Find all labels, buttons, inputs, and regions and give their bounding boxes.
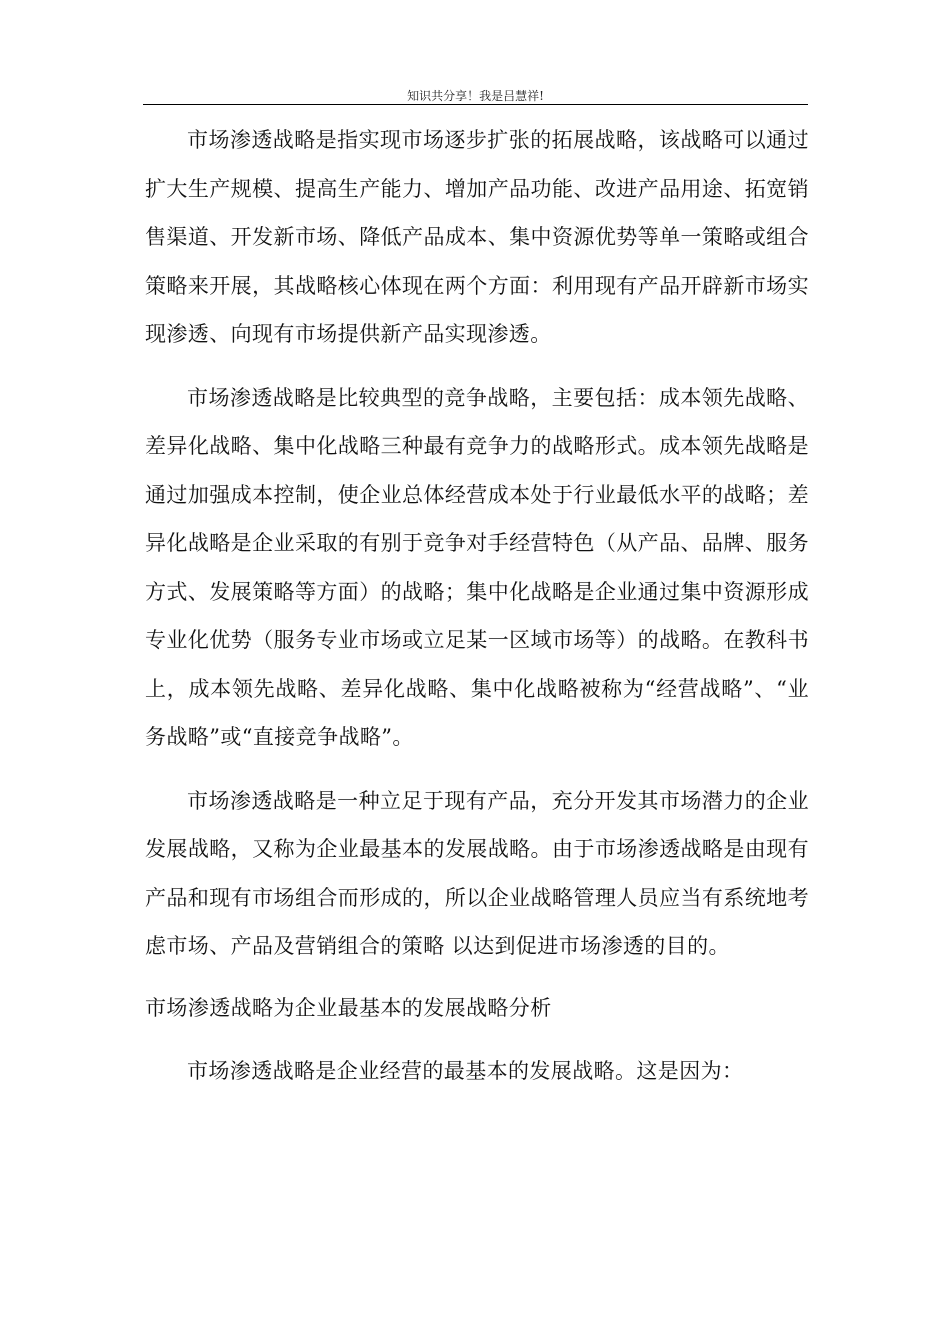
section-heading: 市场渗透战略为企业最基本的发展战略分析 <box>145 995 552 1020</box>
paragraph-market-penetration-definition: 市场渗透战略是指实现市场逐步扩张的拓展战略，该战略可以通过扩大生产规模、提高生产能力、增加产品功能、改进产品用途、拓宽销售渠道、开发新市场、降低产品成本、集中资源优势等单一策略或组合策略来开展，其战略核心体现在两个方面：利用现有产品开辟新市场实现渗透、向现有市场提供新产品实现渗透。 <box>145 128 809 346</box>
header-divider <box>143 104 808 105</box>
paragraph-competitive-strategies: 市场渗透战略是比较典型的竞争战略，主要包括：成本领先战略、差异化战略、集中化战略三种最有竞争力的战略形式。成本领先战略是通过加强成本控制，使企业总体经营成本处于行业最低水平的战略；差异化战略是企业采取的有别于竞争对手经营特色（从产品、品牌、服务方式、发展策略等方面）的战略；集中化战略是企业通过集中资源形成专业化优势（服务专业市场或立足某一区域市场等）的战略。在教科书上，成本领先战略、差异化战略、集中化战略被称为“经营战略”、“业务战略”或“直接竞争战略”。 <box>145 385 809 749</box>
paragraph-closing: 市场渗透战略是企业经营的最基本的发展战略。这是因为： <box>187 1059 744 1083</box>
page-header: 知识共分享！我是吕慧祥! <box>407 89 544 103</box>
paragraph-basic-development-strategy: 市场渗透战略是一种立足于现有产品，充分开发其市场潜力的企业发展战略，又称为企业最基本的发展战略。由于市场渗透战略是由现有产品和现有市场组合而形成的，所以企业战略管理人员应当有系统地考虑市场、产品及营销组合的策略 以达到促进市场渗透的目的。 <box>145 788 809 958</box>
document-body <box>145 116 809 1096</box>
